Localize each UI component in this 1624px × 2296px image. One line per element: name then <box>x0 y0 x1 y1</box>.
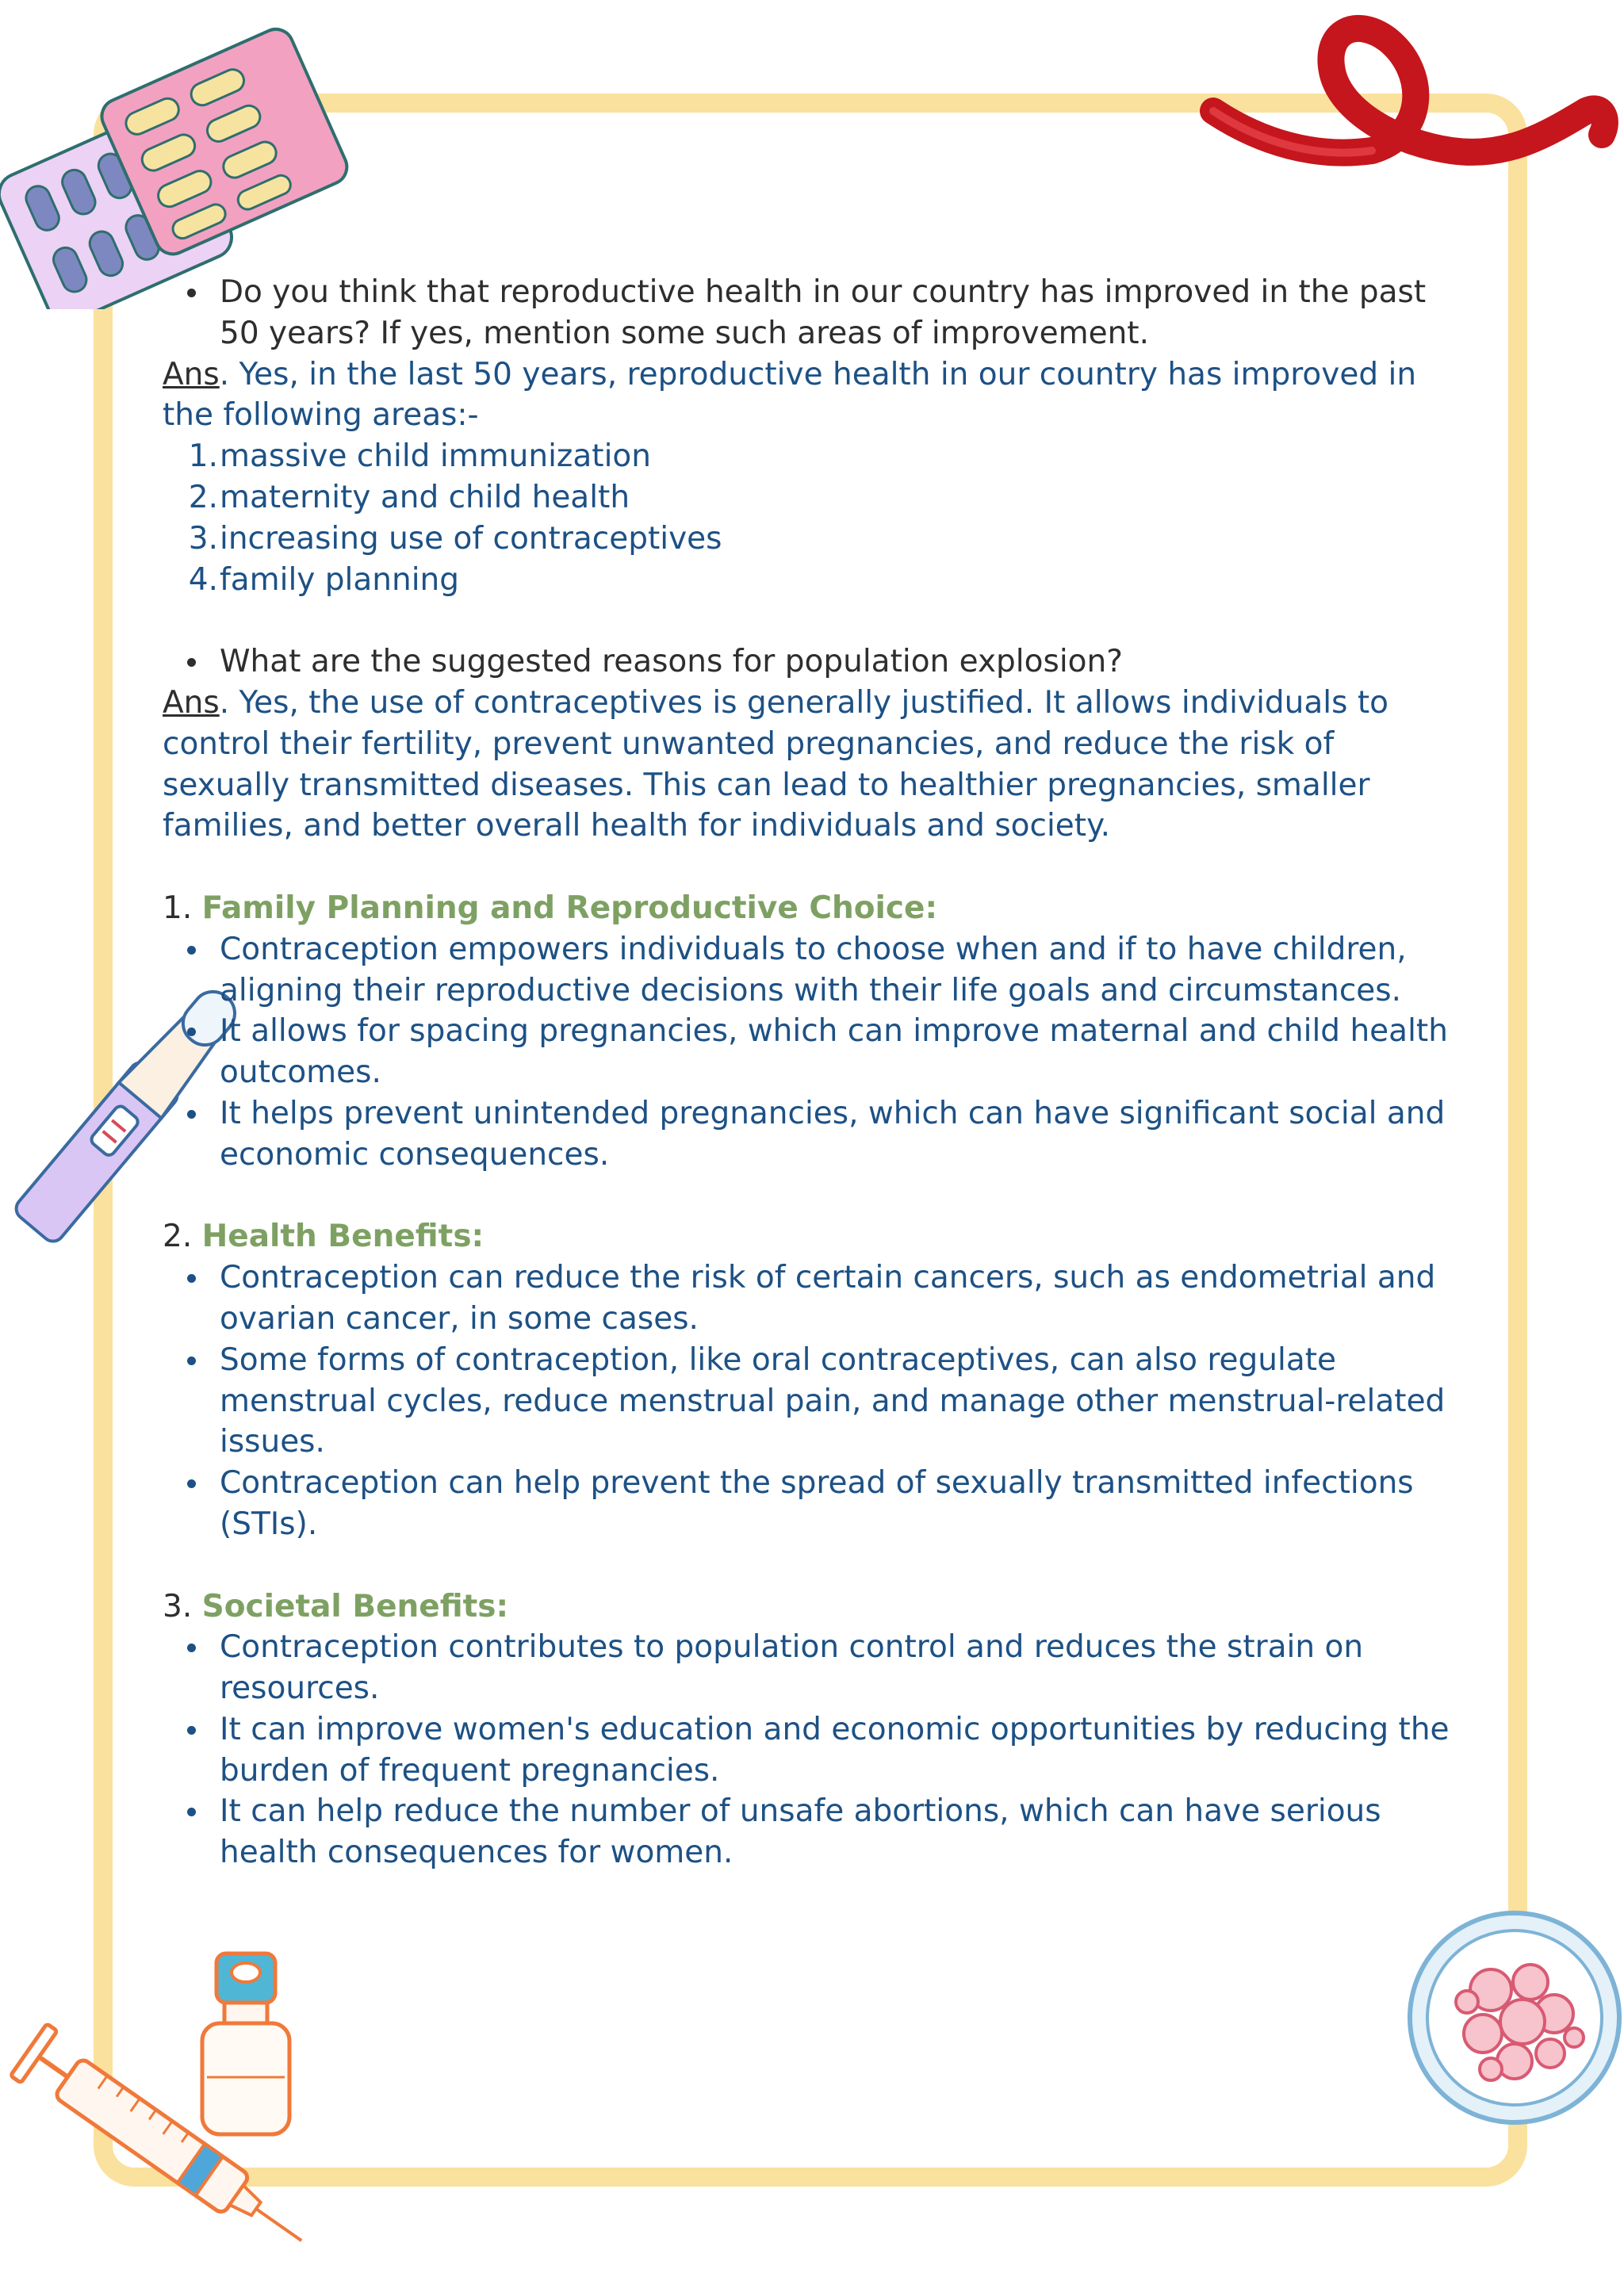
petri-dish-icon <box>1396 1903 1624 2141</box>
section-title: Family Planning and Reproductive Choice: <box>201 890 938 926</box>
list-item-text: family planning <box>220 561 460 598</box>
question-list <box>163 272 1463 354</box>
list-item: It can improve women's education and economic opportunities by reducing the burden of frequent pregnancies. <box>163 1709 1463 1792</box>
vial-icon <box>194 1950 297 2141</box>
section-heading <box>163 1586 1463 1628</box>
list-item <box>163 560 1463 601</box>
section-heading <box>163 888 1463 929</box>
improvement-list <box>163 436 1463 600</box>
list-item: Contraception contributes to population control and reduces the strain on resources. <box>163 1627 1463 1709</box>
question-1: Do you think that reproductive health in our country has improved in the past 50 years? If yes, mention some such areas of improvement. <box>163 272 1463 354</box>
answer-1 <box>163 354 1463 437</box>
list-item: Some forms of contraception, like oral contraceptives, can also regulate menstrual cycles, reduce menstrual pain, and manage other menstrual-related issues. <box>163 1340 1463 1463</box>
section-number: 3. <box>163 1588 193 1624</box>
list-item <box>163 519 1463 560</box>
list-item-text: maternity and child health <box>220 479 630 515</box>
awareness-ribbon-icon <box>1189 0 1624 206</box>
list-item: Contraception empowers individuals to choose when and if to have children, aligning their reproductive decisions with their life goals and circumstances. <box>163 929 1463 1012</box>
list-number: 1. <box>188 438 218 475</box>
list-item <box>163 477 1463 519</box>
list-item <box>163 436 1463 477</box>
document-body <box>163 272 1463 1873</box>
bullet-list <box>163 1627 1463 1873</box>
section-heading <box>163 1216 1463 1257</box>
section-number: 1. <box>163 890 193 926</box>
list-number: 3. <box>188 520 218 557</box>
section-title: Health Benefits: <box>201 1219 485 1255</box>
question-2: What are the suggested reasons for population explosion? <box>163 641 1463 683</box>
list-item: It can help reduce the number of unsafe abortions, which can have serious health consequences for women. <box>163 1791 1463 1873</box>
list-item: Contraception can reduce the risk of certain cancers, such as endometrial and ovarian cancer, in some cases. <box>163 1257 1463 1340</box>
bullet-list <box>163 1257 1463 1545</box>
list-item: It allows for spacing pregnancies, which can improve maternal and child health outcomes. <box>163 1011 1463 1093</box>
list-item: It helps prevent unintended pregnancies, which can have significant social and economic consequences. <box>163 1093 1463 1176</box>
list-item-text: increasing use of contraceptives <box>220 520 722 557</box>
answer-label: Ans <box>163 684 220 721</box>
bullet-list <box>163 929 1463 1176</box>
pill-blister-icon <box>0 16 365 309</box>
list-item-text: massive child immunization <box>220 438 651 475</box>
list-item: Contraception can help prevent the spread of sexually transmitted infections (STIs). <box>163 1463 1463 1545</box>
answer-label: Ans <box>163 356 220 392</box>
answer-2-text: . Yes, the use of contraceptives is generally justified. It allows individuals to control their fertility, prevent unwanted pregnancies, and reduce the risk of sexually transmitted diseases. This can lead to healthier pregnancies, smaller families, and better overall health for individuals and society. <box>163 684 1389 844</box>
list-number: 2. <box>188 479 218 515</box>
answer-1-text: . Yes, in the last 50 years, reproductive health in our country has improved in the following areas:- <box>163 356 1417 434</box>
section-number: 2. <box>163 1219 193 1255</box>
question-list <box>163 641 1463 683</box>
answer-2 <box>163 683 1463 847</box>
list-number: 4. <box>188 561 218 598</box>
section-title: Societal Benefits: <box>201 1588 509 1624</box>
